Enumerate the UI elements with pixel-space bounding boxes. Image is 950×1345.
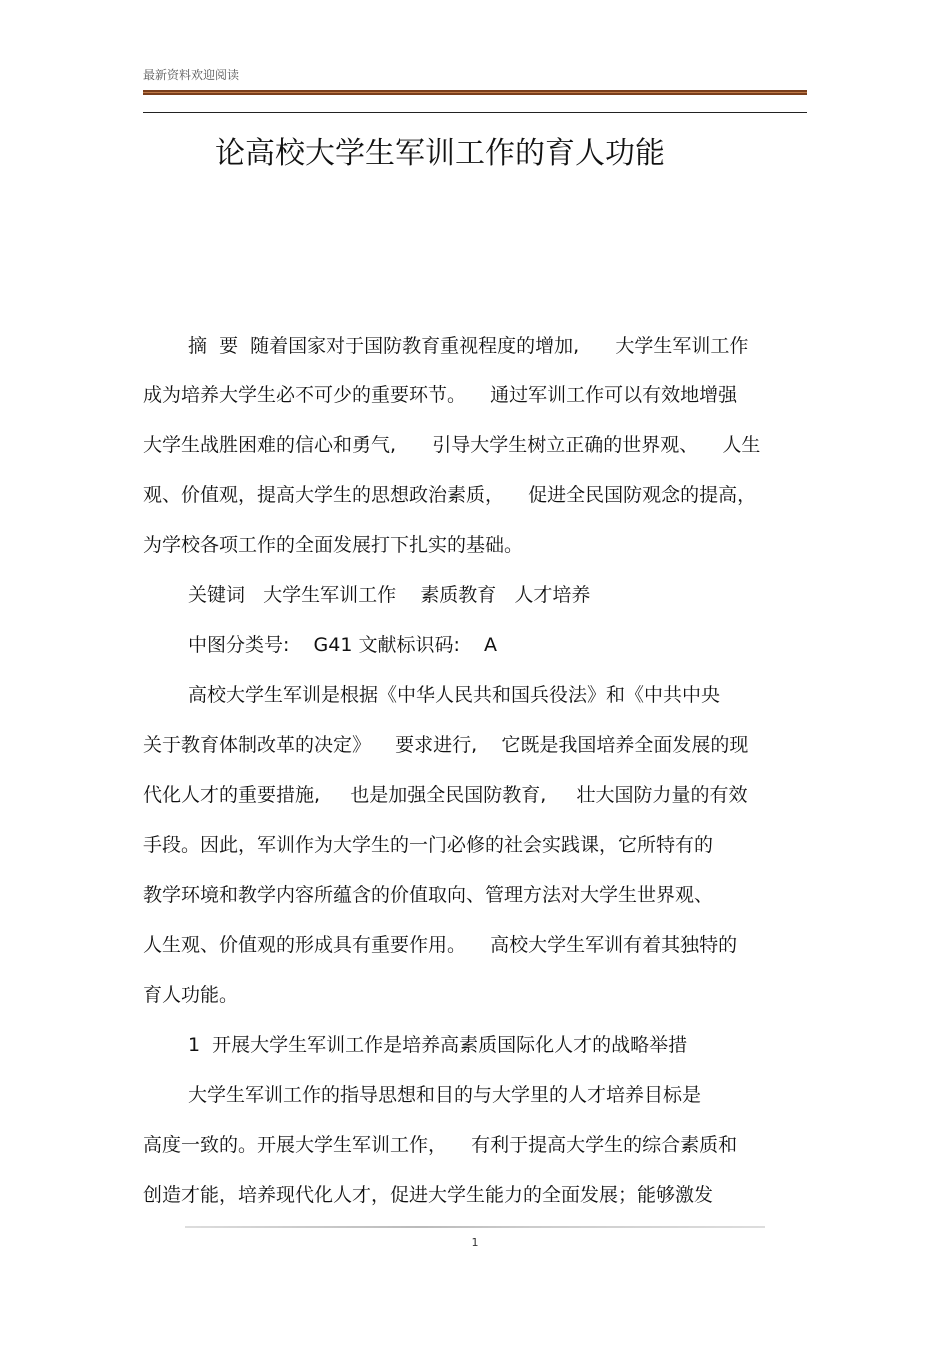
paragraph-line: 高校大学生军训是根据《中华人民共和国兵役法》和《中共中央: [188, 684, 721, 706]
abstract-line: 摘 要 随着国家对于国防教育重视程度的增加, 大学生军训工作: [188, 335, 749, 357]
abstract-line: 为学校各项工作的全面发展打下扎实的基础。: [143, 534, 524, 556]
header-rule-decorative: [143, 90, 807, 95]
page-number: 1: [471, 1236, 479, 1249]
header-rule: [143, 112, 807, 113]
abstract-line: 观、价值观，提高大学生的思想政治素质， 促进全民国防观念的提高，: [143, 484, 757, 506]
classification-line: 中图分类号: G41 文献标识码: A: [188, 634, 498, 656]
footer-rule: [185, 1226, 765, 1228]
paragraph-line: 关于教育体制改革的决定》 要求进行, 它既是我国培养全面发展的现: [143, 734, 749, 756]
abstract-line: 大学生战胜困难的信心和勇气, 引导大学生树立正确的世界观、 人生: [143, 434, 761, 456]
paragraph-line: 手段。因此，军训作为大学生的一门必修的社会实践课，它所特有的: [143, 834, 714, 856]
abstract-line: 成为培养大学生必不可少的重要环节。 通过军训工作可以有效地增强: [143, 384, 738, 406]
document-title: 论高校大学生军训工作的育人功能: [215, 136, 665, 171]
running-header: 最新资料欢迎阅读: [143, 68, 240, 82]
paragraph-line: 育人功能。: [143, 984, 239, 1006]
paragraph-line: 大学生军训工作的指导思想和目的与大学里的人才培养目标是: [188, 1084, 702, 1106]
section-heading: 1 开展大学生军训工作是培养高素质国际化人才的战略举措: [188, 1034, 688, 1056]
paragraph-line: 高度一致的。开展大学生军训工作， 有利于提高大学生的综合素质和: [143, 1134, 738, 1156]
paragraph-line: 教学环境和教学内容所蕴含的价值取向、管理方法对大学生世界观、: [143, 884, 714, 906]
keywords-line: 关键词 大学生军训工作 素质教育 人才培养: [188, 584, 591, 606]
paragraph-line: 代化人才的重要措施, 也是加强全民国防教育, 壮大国防力量的有效: [143, 784, 748, 806]
paragraph-line: 创造才能，培养现代化人才，促进大学生能力的全面发展；能够激发: [143, 1184, 714, 1206]
paragraph-line: 人生观、价值观的形成具有重要作用。 高校大学生军训有着其独特的: [143, 934, 738, 956]
